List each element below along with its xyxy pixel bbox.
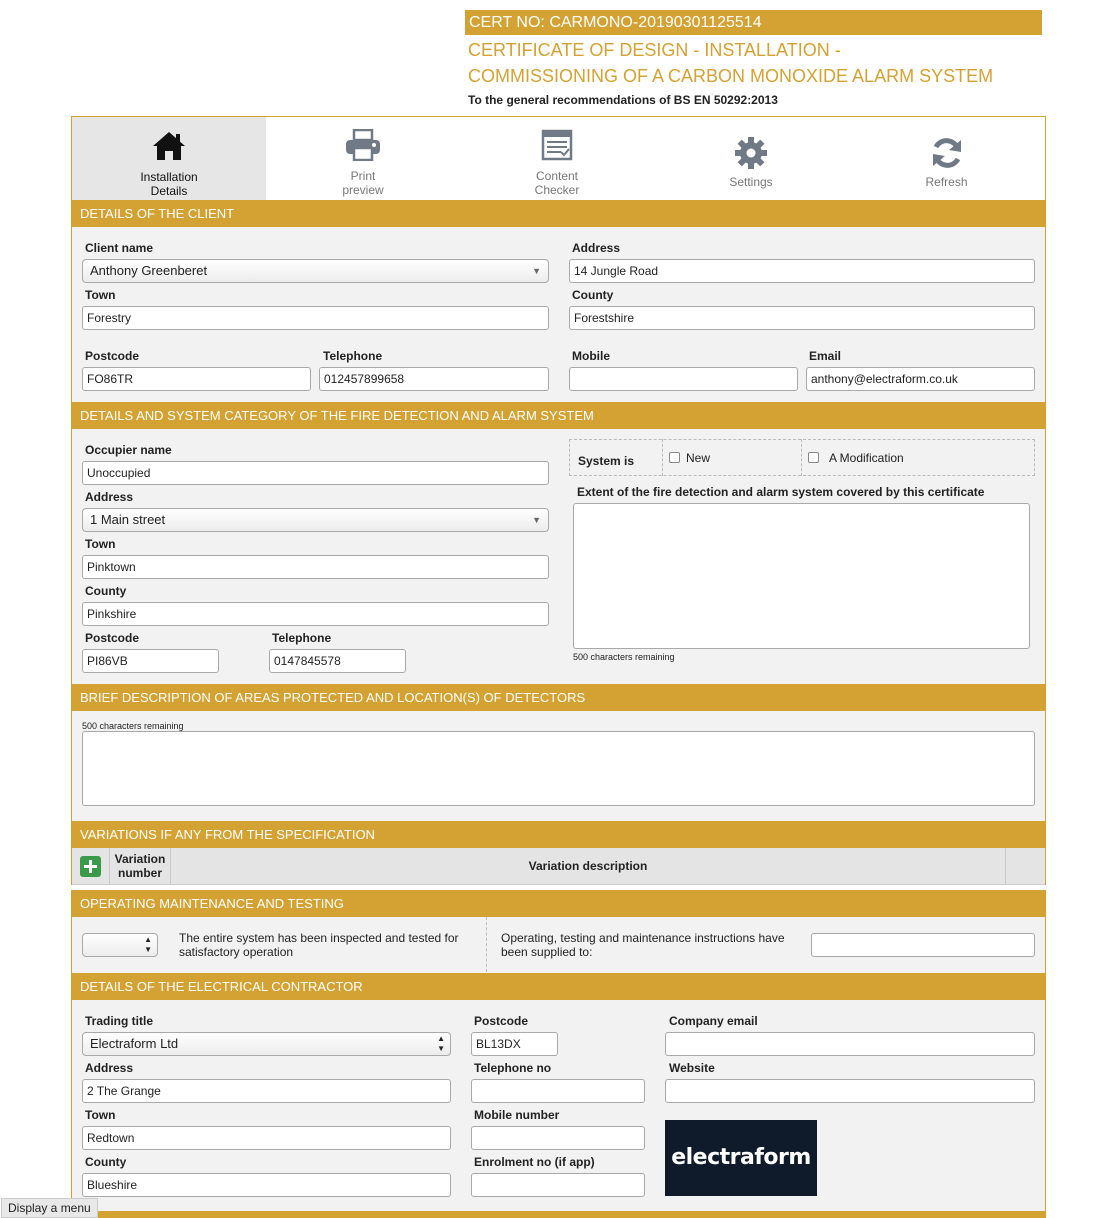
contractor-postcode-input[interactable]: BL13DX xyxy=(471,1032,558,1056)
variation-number-header xyxy=(110,852,170,880)
client-county-input[interactable]: Forestshire xyxy=(569,306,1035,330)
checklist-icon xyxy=(541,129,573,161)
certificate-subtitle: To the general recommendations of BS EN 50292:2013 xyxy=(468,93,778,107)
installation-label-line2: Details xyxy=(150,184,188,198)
settings-label: Settings xyxy=(729,175,773,189)
extent-characters-remaining: 500 characters remaining xyxy=(573,652,675,662)
occupier-address-select[interactable] xyxy=(82,508,549,532)
client-address-input[interactable]: 14 Jungle Road xyxy=(569,259,1035,283)
client-mobile-label: Mobile xyxy=(572,349,610,363)
variation-description-header: Variation description xyxy=(528,859,648,873)
client-name-label: Client name xyxy=(85,241,154,255)
column-divider xyxy=(1005,848,1006,885)
new-checkbox-label: New xyxy=(686,451,711,465)
printer-icon xyxy=(345,129,381,161)
display-menu-button[interactable]: Display a menu xyxy=(1,1198,98,1218)
modification-checkbox-label: A Modification xyxy=(829,451,904,465)
chevron-down-icon: ▼ xyxy=(532,515,541,525)
contractor-telephone-input[interactable] xyxy=(471,1079,645,1103)
print-preview-button[interactable] xyxy=(266,117,460,200)
chevron-down-icon: ▼ xyxy=(532,266,541,276)
client-county-label: County xyxy=(572,288,614,302)
toolbar xyxy=(72,117,1045,200)
occupier-address-value: 1 Main street xyxy=(90,512,166,527)
refresh-icon xyxy=(930,136,964,170)
contractor-town-input[interactable]: Redtown xyxy=(82,1126,451,1150)
client-telephone-label: Telephone xyxy=(323,349,383,363)
operating-divider xyxy=(486,917,487,972)
certificate-title-line2: COMMISSIONING OF A CARBON MONOXIDE ALARM SYSTEM xyxy=(468,66,994,86)
client-postcode-input[interactable]: FO86TR xyxy=(82,367,311,391)
extent-label: Extent of the fire detection and alarm system covered by this certificate xyxy=(577,485,985,499)
installation-details-tab[interactable] xyxy=(72,117,266,200)
contractor-mobile-label: Mobile number xyxy=(474,1108,560,1122)
variation-number-header-line1: Variation xyxy=(114,852,166,866)
refresh-label: Refresh xyxy=(925,175,968,189)
company-email-input[interactable] xyxy=(665,1032,1035,1056)
occupier-address-label: Address xyxy=(85,490,134,504)
company-logo: electraform xyxy=(665,1120,817,1196)
up-down-arrows-icon: ▲ ▼ xyxy=(144,935,152,954)
occupier-county-input[interactable]: Pinkshire xyxy=(82,602,549,626)
occupier-postcode-input[interactable]: PI86VB xyxy=(82,649,219,673)
contractor-enrolment-label: Enrolment no (if app) xyxy=(474,1155,595,1169)
installation-label-line1: Installation xyxy=(140,170,198,184)
home-icon xyxy=(152,131,186,161)
client-town-label: Town xyxy=(85,288,116,302)
areas-section-header: BRIEF DESCRIPTION OF AREAS PROTECTED AND LOCATION(S) OF DETECTORS xyxy=(71,684,1046,711)
variations-table-header xyxy=(72,848,1045,885)
inspected-select[interactable] xyxy=(82,933,158,957)
contractor-enrolment-input[interactable] xyxy=(471,1173,645,1197)
variations-section-header: VARIATIONS IF ANY FROM THE SPECIFICATION xyxy=(71,821,1046,848)
refresh-button[interactable] xyxy=(848,117,1045,200)
add-variation-button[interactable] xyxy=(80,856,101,877)
website-label: Website xyxy=(669,1061,715,1075)
contractor-postcode-label: Postcode xyxy=(474,1014,529,1028)
certificate-number: CERT NO: CARMONO-20190301125514 xyxy=(465,10,1042,35)
modification-checkbox[interactable] xyxy=(808,452,819,463)
client-postcode-label: Postcode xyxy=(85,349,140,363)
new-checkbox[interactable] xyxy=(669,452,680,463)
contractor-county-input[interactable]: Blueshire xyxy=(82,1173,451,1197)
client-telephone-input[interactable]: 012457899658 xyxy=(319,367,549,391)
occupier-county-label: County xyxy=(85,584,127,598)
system-is-label: System is xyxy=(578,454,635,468)
contractor-telephone-label: Telephone no xyxy=(474,1061,552,1075)
operating-section-header: OPERATING MAINTENANCE AND TESTING xyxy=(71,890,1046,917)
next-section-header xyxy=(71,1211,1046,1218)
content-checker-button[interactable] xyxy=(460,117,654,200)
extent-textarea[interactable] xyxy=(573,503,1030,649)
occupier-name-label: Occupier name xyxy=(85,443,172,457)
areas-textarea[interactable] xyxy=(82,731,1035,806)
occupier-town-input[interactable]: Pinktown xyxy=(82,555,549,579)
inspected-statement: The entire system has been inspected and tested for satisfactory operation xyxy=(179,931,459,959)
website-input[interactable] xyxy=(665,1079,1035,1103)
content-label-line2: Checker xyxy=(534,183,580,197)
system-is-divider xyxy=(801,439,802,476)
content-label-line1: Content xyxy=(535,169,579,183)
occupier-postcode-label: Postcode xyxy=(85,631,140,645)
trading-title-value: Electraform Ltd xyxy=(90,1036,179,1051)
occupier-telephone-input[interactable]: 0147845578 xyxy=(269,649,406,673)
instructions-supplied-to-input[interactable] xyxy=(811,933,1035,957)
certificate-title-line1: CERTIFICATE OF DESIGN - INSTALLATION - xyxy=(468,40,841,60)
gear-icon xyxy=(734,136,768,170)
variation-number-header-line2: number xyxy=(117,866,162,880)
client-section-header: DETAILS OF THE CLIENT xyxy=(71,200,1046,227)
system-is-divider xyxy=(662,439,663,476)
up-down-arrows-icon: ▲ ▼ xyxy=(437,1034,445,1053)
print-label-line1: Print xyxy=(350,169,376,183)
print-label-line2: preview xyxy=(342,183,384,197)
occupier-name-input[interactable]: Unoccupied xyxy=(82,461,549,485)
company-email-label: Company email xyxy=(669,1014,758,1028)
client-name-select[interactable] xyxy=(82,259,549,283)
client-name-value: Anthony Greenberet xyxy=(90,263,208,278)
client-email-label: Email xyxy=(809,349,842,363)
contractor-section-header: DETAILS OF THE ELECTRICAL CONTRACTOR xyxy=(71,973,1046,1000)
client-address-label: Address xyxy=(572,241,621,255)
contractor-mobile-input[interactable] xyxy=(471,1126,645,1150)
client-mobile-input[interactable] xyxy=(569,367,798,391)
settings-button[interactable] xyxy=(654,117,848,200)
occupier-telephone-label: Telephone xyxy=(272,631,332,645)
contractor-county-label: County xyxy=(85,1155,127,1169)
contractor-town-label: Town xyxy=(85,1108,116,1122)
instructions-statement: Operating, testing and maintenance instructions have been supplied to: xyxy=(501,931,785,959)
occupier-town-label: Town xyxy=(85,537,116,551)
client-town-input[interactable]: Forestry xyxy=(82,306,549,330)
areas-characters-remaining: 500 characters remaining xyxy=(82,721,184,731)
client-email-input[interactable]: anthony@electraform.co.uk xyxy=(806,367,1035,391)
trading-title-label: Trading title xyxy=(85,1014,154,1028)
contractor-address-label: Address xyxy=(85,1061,134,1075)
plus-icon xyxy=(80,856,101,877)
trading-title-select[interactable] xyxy=(82,1032,451,1056)
system-section-header: DETAILS AND SYSTEM CATEGORY OF THE FIRE DETECTION AND ALARM SYSTEM xyxy=(71,402,1046,429)
contractor-address-input[interactable]: 2 The Grange xyxy=(82,1079,451,1103)
system-is-group xyxy=(569,439,1035,476)
